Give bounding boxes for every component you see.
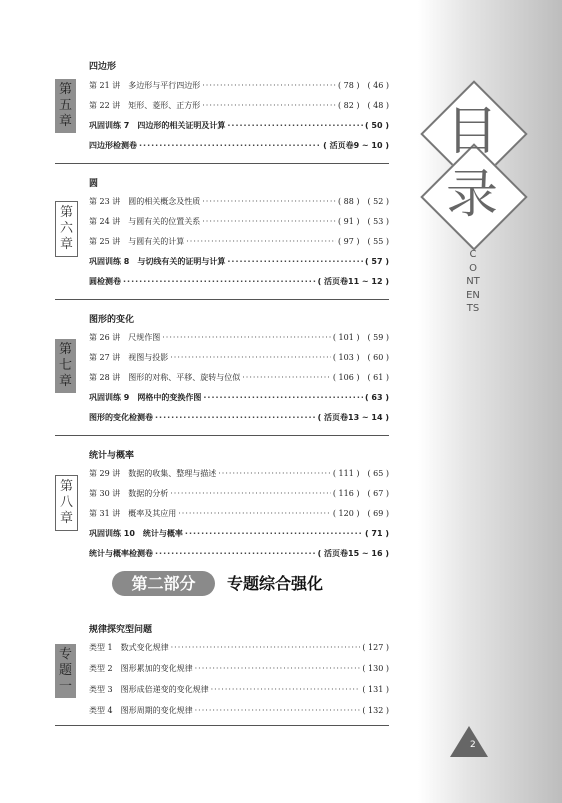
- leader-dots: [162, 333, 331, 342]
- leader-dots: [227, 121, 363, 130]
- toc-row-page: ( 活页卷9 ~ 10 ): [323, 141, 389, 150]
- leader-dots: [171, 643, 361, 652]
- toc-row[interactable]: [89, 235, 389, 248]
- toc-row-label: 第 22 讲 矩形、菱形、正方形: [89, 101, 201, 110]
- toc-row-page: ( 116 ) ( 67 ): [332, 489, 389, 498]
- toc-row-page: ( 88 ) ( 52 ): [337, 197, 389, 206]
- toc-row-page: ( 101 ) ( 59 ): [332, 333, 389, 342]
- leader-dots: [139, 141, 321, 150]
- toc-row-label: 图形的变化检测卷: [89, 413, 153, 422]
- toc-row-page: ( 130 ): [362, 664, 389, 673]
- page-number: 2: [470, 740, 476, 750]
- leader-dots: [202, 101, 336, 110]
- ch5-label: 第五章: [55, 79, 76, 133]
- toc-row-page: ( 111 ) ( 65 ): [332, 469, 389, 478]
- leader-dots: [202, 197, 336, 206]
- toc-row-page: ( 82 ) ( 48 ): [337, 101, 389, 110]
- toc-row-page: ( 57 ): [364, 257, 389, 266]
- toc-row-page: ( 127 ): [362, 643, 389, 652]
- toc-row[interactable]: [89, 662, 389, 675]
- toc-row[interactable]: [89, 79, 389, 92]
- toc-row-label: 第 30 讲 数据的分析: [89, 489, 169, 498]
- toc-row-label: 第 26 讲 尺规作图: [89, 333, 161, 342]
- toc-row[interactable]: [89, 683, 389, 696]
- leader-dots: [155, 413, 316, 422]
- toc-row-label: 第 29 讲 数据的收集、整理与描述: [89, 469, 217, 478]
- leader-dots: [185, 529, 363, 538]
- toc-row[interactable]: [89, 641, 389, 654]
- toc-row-page: ( 63 ): [364, 393, 389, 402]
- ch7-label: 第七章: [55, 339, 76, 393]
- toc-row[interactable]: [89, 139, 389, 152]
- toc-row-label: 第 27 讲 视图与投影: [89, 353, 169, 362]
- leader-dots: [186, 237, 336, 246]
- toc-row[interactable]: [89, 391, 389, 404]
- toc-row[interactable]: [89, 411, 389, 424]
- toc-row-label: 巩固训练 9 网格中的变换作图: [89, 393, 202, 402]
- sidebar-char-mu: 目: [445, 102, 498, 162]
- leader-dots: [170, 353, 331, 362]
- leader-dots: [178, 509, 331, 518]
- toc-row-page: ( 131 ): [362, 685, 389, 694]
- sidebar-char-lu: 录: [445, 165, 498, 225]
- ch7-title: 图形的变化: [89, 315, 135, 325]
- toc-row-label: 第 23 讲 圆的相关概念及性质: [89, 197, 201, 206]
- toc-row[interactable]: [89, 704, 389, 717]
- toc-row-page: ( 50 ): [364, 121, 389, 130]
- toc-row[interactable]: [89, 119, 389, 132]
- toc-row-label: 类型 4 图形周期的变化规律: [89, 706, 193, 715]
- toc-row-page: ( 106 ) ( 61 ): [332, 373, 389, 382]
- toc-row-page: ( 97 ) ( 55 ): [337, 237, 389, 246]
- leader-dots: [195, 664, 361, 673]
- toc-row-page: ( 活页卷15 ~ 16 ): [317, 549, 389, 558]
- toc-row-label: 类型 3 图形成倍递变的变化规律: [89, 685, 209, 694]
- toc-row[interactable]: [89, 487, 389, 500]
- section-divider: [55, 163, 389, 164]
- toc-row[interactable]: [89, 255, 389, 268]
- toc-row-label: 第 24 讲 与圆有关的位置关系: [89, 217, 201, 226]
- toc-row-label: 巩固训练 10 统计与概率: [89, 529, 183, 538]
- topic1-label: 专题一: [55, 644, 76, 698]
- toc-row-page: ( 132 ): [362, 706, 389, 715]
- ch8-title: 统计与概率: [89, 451, 135, 461]
- contents-vertical-label: CONTENTS: [466, 249, 480, 314]
- toc-row[interactable]: [89, 547, 389, 560]
- toc-row[interactable]: [89, 351, 389, 364]
- toc-row-label: 四边形检测卷: [89, 141, 137, 150]
- toc-row[interactable]: [89, 215, 389, 228]
- toc-row-page: ( 103 ) ( 60 ): [332, 353, 389, 362]
- ch6-label: 第六章: [55, 201, 78, 257]
- toc-row-page: ( 91 ) ( 53 ): [337, 217, 389, 226]
- leader-dots: [203, 393, 363, 402]
- toc-row-page: ( 78 ) ( 46 ): [337, 81, 389, 90]
- toc-row-label: 第 31 讲 概率及其应用: [89, 509, 177, 518]
- ch6-title: 圆: [89, 179, 99, 189]
- toc-row-page: ( 120 ) ( 69 ): [332, 509, 389, 518]
- toc-row[interactable]: [89, 371, 389, 384]
- toc-row-label: 第 28 讲 图形的对称、平移、旋转与位似: [89, 373, 241, 382]
- leader-dots: [227, 257, 363, 266]
- toc-row[interactable]: [89, 195, 389, 208]
- part2-banner: 第二部分: [112, 571, 215, 596]
- toc-row[interactable]: [89, 275, 389, 288]
- leader-dots: [123, 277, 316, 286]
- leader-dots: [195, 706, 361, 715]
- toc-row-page: ( 71 ): [364, 529, 389, 538]
- leader-dots: [242, 373, 331, 382]
- page-triangle-icon: [450, 726, 488, 757]
- toc-row[interactable]: [89, 331, 389, 344]
- toc-row-label: 统计与概率检测卷: [89, 549, 153, 558]
- ch8-label: 第八章: [55, 475, 78, 531]
- ch5-title: 四边形: [89, 62, 117, 72]
- toc-row-page: ( 活页卷11 ~ 12 ): [317, 277, 389, 286]
- toc-row-label: 圆检测卷: [89, 277, 121, 286]
- toc-row-label: 第 21 讲 多边形与平行四边形: [89, 81, 201, 90]
- section-divider: [55, 299, 389, 300]
- toc-row-label: 巩固训练 7 四边形的相关证明及计算: [89, 121, 226, 130]
- toc-row-label: 类型 1 数式变化规律: [89, 643, 169, 652]
- section-divider: [55, 725, 389, 726]
- topic1-title: 规律探究型问题: [89, 625, 153, 635]
- leader-dots: [218, 469, 331, 478]
- section-divider: [55, 435, 389, 436]
- toc-row[interactable]: [89, 507, 389, 520]
- toc-row-label: 类型 2 图形累加的变化规律: [89, 664, 193, 673]
- leader-dots: [155, 549, 316, 558]
- toc-row[interactable]: [89, 527, 389, 540]
- toc-row[interactable]: [89, 99, 389, 112]
- toc-row[interactable]: [89, 467, 389, 480]
- toc-row-label: 第 25 讲 与圆有关的计算: [89, 237, 185, 246]
- leader-dots: [211, 685, 361, 694]
- leader-dots: [202, 81, 336, 90]
- leader-dots: [202, 217, 336, 226]
- toc-row-page: ( 活页卷13 ~ 14 ): [317, 413, 389, 422]
- part2-title: 专题综合强化: [227, 574, 324, 593]
- leader-dots: [170, 489, 331, 498]
- toc-row-label: 巩固训练 8 与切线有关的证明与计算: [89, 257, 226, 266]
